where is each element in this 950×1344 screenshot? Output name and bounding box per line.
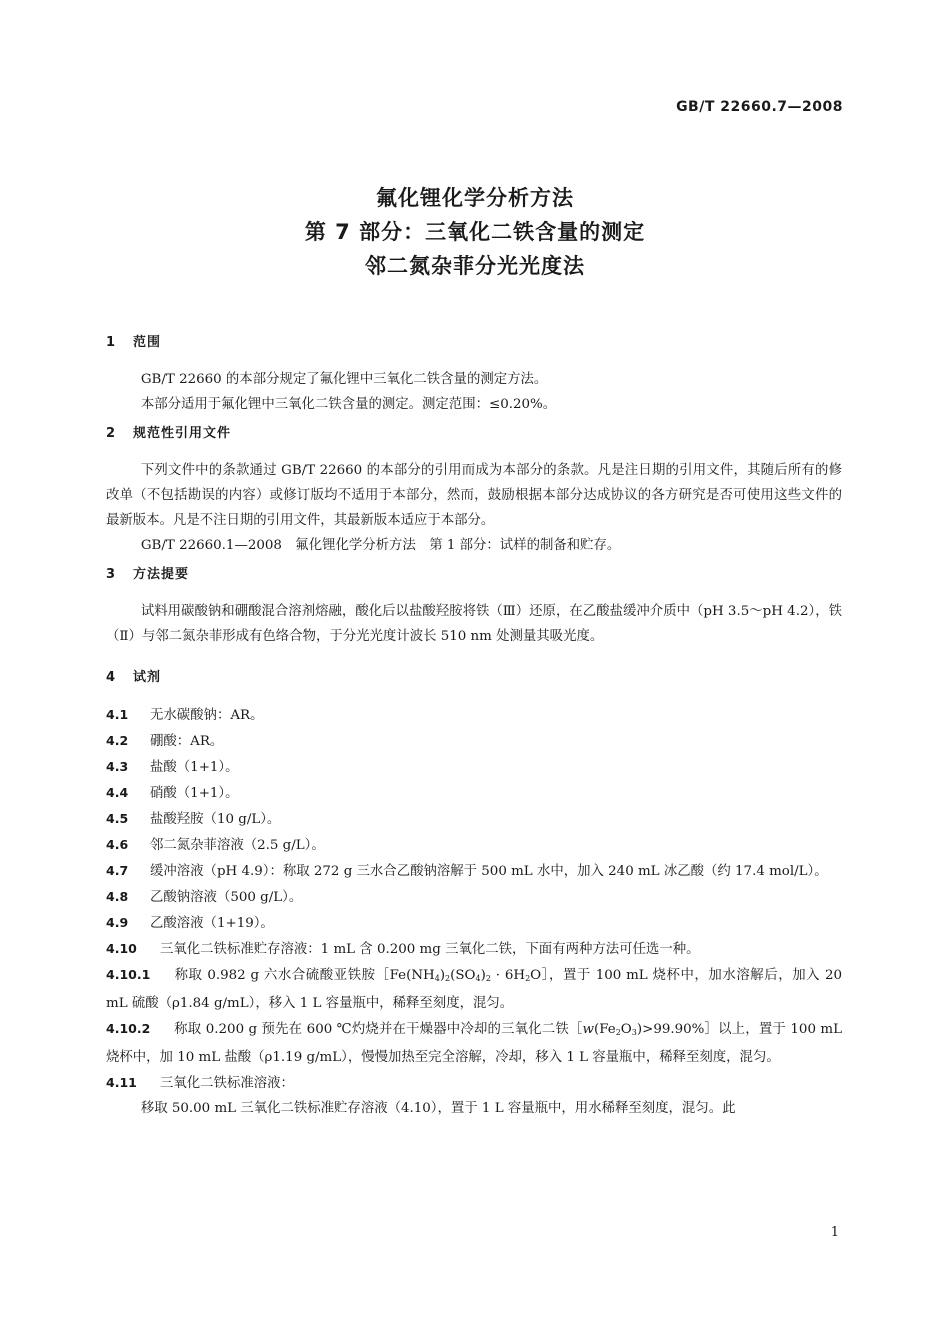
item-number: 4.4: [106, 785, 129, 800]
paragraph: GB/T 22660.1—2008 氟化锂化学分析方法 第 1 部分：试样的制备和贮存。: [140, 538, 621, 553]
item-number: 4.1: [106, 707, 129, 722]
reagent-item: [106, 728, 842, 754]
reagent-item: [106, 1016, 842, 1070]
item-text: 乙酸溶液（1+19）。: [150, 916, 274, 931]
title-line-1: 氟化锂化学分析方法: [376, 186, 574, 210]
reagent-item: [106, 832, 842, 858]
item-number: 4.2: [106, 733, 129, 748]
reagent-item: [106, 884, 842, 910]
section-heading-method-summary: [106, 562, 842, 587]
paragraph: 下列文件中的条款通过 GB/T 22660 的本部分的引用而成为本部分的条款。凡是注日期的引用文件，其随后所有的修改单（不包括勘误的内容）或修订版均不适用于本部分，然而，鼓励根据本部分达成协议的各方研究是否可使用这些文件的最新版本。凡是不注日期的引用文件，其最新版本适应于本部分。: [106, 463, 842, 528]
item-number: 4.10: [106, 941, 137, 956]
item-number: 4.7: [106, 863, 129, 878]
standard-code: GB/T 22660.7—2008: [676, 99, 843, 115]
item-text: 称取 0.200 g 预先在 600 ℃灼烧并在干燥器中冷却的三氧化二铁$[w(Fe_2O_3)>99.90\%]$以上，置于 100 mL 烧杯中，加 10 mL 盐酸（ρ1.19 g/mL），慢慢加热至完全溶解，冷却，移入 1 L 容量瓶中，稀释至刻度，混匀。: [106, 1022, 842, 1065]
item-text: 三氧化二铁标准溶液：: [160, 1076, 294, 1091]
page-number: 1: [830, 1225, 839, 1240]
item-number: 4.8: [106, 889, 129, 904]
title-line-3: 邻二氮杂菲分光光度法: [365, 254, 585, 278]
title-line-2: 第 7 部分：三氧化二铁含量的测定: [304, 220, 646, 244]
item-number: 4.11: [106, 1075, 137, 1090]
item-text: 硼酸：AR。: [150, 734, 224, 749]
document-title: [0, 181, 950, 283]
reagent-item: [106, 806, 842, 832]
item-number: 4.9: [106, 915, 129, 930]
paragraph: 试料用碳酸钠和硼酸混合溶剂熔融，酸化后以盐酸羟胺将铁（Ⅲ）还原，在乙酸盐缓冲介质中（pH 3.5～pH 4.2），铁（Ⅱ）与邻二氮杂菲形成有色络合物，于分光光度计波长 510 nm 处测量其吸光度。: [106, 604, 842, 644]
item-text: 盐酸羟胺（10 g/L）。: [150, 812, 281, 827]
item-text: 三氧化二铁标准贮存溶液：1 mL 含 0.200 mg 三氧化二铁，下面有两种方法可任选一种。: [160, 942, 700, 957]
document-body: [106, 330, 842, 1121]
reagent-item: [106, 910, 842, 936]
item-text: 邻二氮杂菲溶液（2.5 g/L）。: [150, 838, 325, 853]
reagent-item: [106, 1070, 842, 1096]
item-text: 乙酸钠溶液（500 g/L）。: [150, 890, 303, 905]
item-text: 称取 0.982 g 六水合硫酸亚铁胺$[Fe(NH_4)_2(SO_4)_2$ · $6H_2O]$，置于 100 mL 烧杯中，加水溶解后，加入 20 mL 硫酸（ρ1.84 g/mL），移入 1 L 容量瓶中，稀释至刻度，混匀。: [106, 968, 843, 1011]
section-number: 3: [106, 567, 117, 582]
section-title: 方法提要: [133, 567, 190, 582]
section-heading-scope: [106, 330, 842, 355]
paragraph: 本部分适用于氟化锂中三氧化二铁含量的测定。测定范围：≤0.20%。: [140, 397, 557, 412]
item-text: 缓冲溶液（pH 4.9）：称取 272 g 三水合乙酸钠溶解于 500 mL 水中，加入 240 mL 冰乙酸（约 17.4 mol/L）。: [150, 864, 828, 879]
reagent-item: [106, 780, 842, 806]
section-number: 2: [106, 426, 117, 441]
section-heading-normative-references: [106, 421, 842, 446]
item-text: 盐酸（1+1）。: [150, 760, 239, 775]
reagent-item: [106, 858, 842, 884]
item-number: 4.5: [106, 811, 129, 826]
reagent-item: [106, 702, 842, 728]
section-title: 范围: [133, 335, 162, 350]
reagent-item: [106, 962, 842, 1016]
item-number: 4.10.1: [106, 967, 151, 982]
item-number: 4.10.2: [106, 1021, 151, 1036]
paragraph: 移取 50.00 mL 三氧化二铁标准贮存溶液（4.10），置于 1 L 容量瓶中，用水稀释至刻度，混匀。此: [140, 1101, 736, 1116]
section-title: 规范性引用文件: [133, 426, 232, 441]
section-title: 试剂: [133, 670, 162, 685]
paragraph: GB/T 22660 的本部分规定了氟化锂中三氧化二铁含量的测定方法。: [140, 372, 548, 387]
section-heading-reagents: [106, 665, 842, 690]
section-number: 1: [106, 335, 117, 350]
reagent-item: [106, 936, 842, 962]
item-number: 4.3: [106, 759, 129, 774]
item-number: 4.6: [106, 837, 129, 852]
item-text: 无水碳酸钠：AR。: [150, 708, 264, 723]
reagent-item: [106, 754, 842, 780]
item-text: 硝酸（1+1）。: [150, 786, 239, 801]
section-number: 4: [106, 670, 117, 685]
